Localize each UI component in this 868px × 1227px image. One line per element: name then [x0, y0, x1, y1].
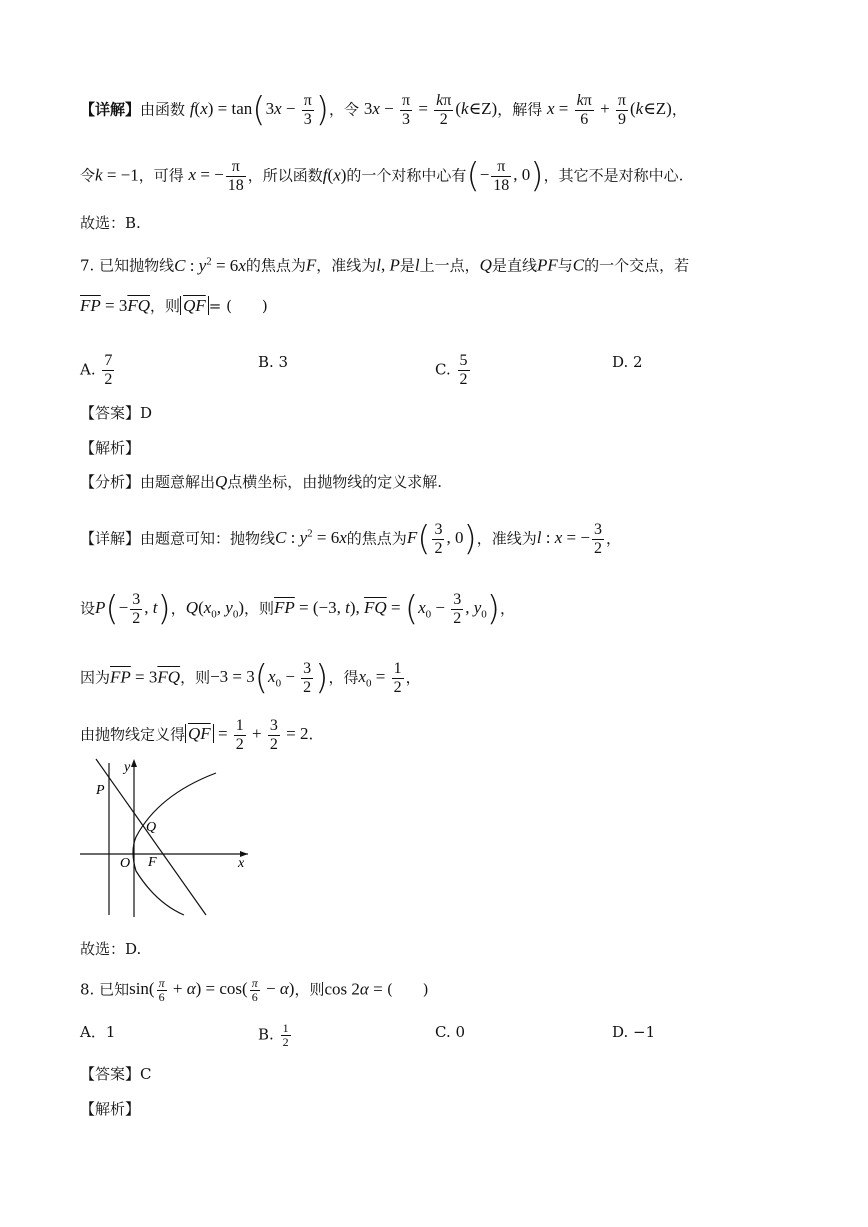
q7-stem-line-1: 7. 已知抛物线C : $y^2 = 6x$的焦点为F，准线为l, P是l上一点，Q是直线PF与C的一个交点，若: [80, 255, 690, 275]
formula-f-def: f(x) = tan(3x − $\frac{\pi}{3}$ ): [189, 90, 330, 131]
q6-detail-line-1: 【详解】由函数 f(x) = tan(3x − $\frac{\pi}{3}$ )，令 3x − $\frac{\pi}{3}$ = $\frac{k\pi}{2}$ (k∈Z)，解得 x = $\frac{k\pi}{6}$ + $\frac{\pi}{9}$ (k∈Z)，: [80, 90, 687, 131]
q8-option-d[interactable]: D. −1: [612, 1023, 656, 1041]
q7-answer: 【答案】D: [80, 404, 153, 422]
q7-detail-3: 因为$\overline{FP} = 3\overline{FQ}$，则$-3 = 3(x_0$ − $\frac{3}{2}$ )，得$x_0$ = $\frac{1}{2}$ ，: [80, 658, 421, 699]
q7-option-a[interactable]: A. $\frac{7}{2}$: [80, 352, 113, 388]
q7-choice: 故选：D.: [80, 940, 142, 958]
label-x: x: [238, 856, 245, 871]
label-y: y: [124, 760, 131, 775]
label-o: O: [120, 856, 131, 871]
label-p: P: [96, 783, 105, 798]
parabola-figure: [76, 755, 256, 925]
symmetry-center: (− $\frac{\pi}{18}$ , 0): [466, 156, 544, 197]
q7-option-c[interactable]: C. $\frac{5}{2}$: [435, 352, 468, 388]
q7-detail-1: 【详解】由题意可知：抛物线C : $y^2 = 6x$的焦点为F( $\frac{3}{2}$ , 0)，准线为l : x = − $\frac{3}{2}$ ，: [80, 519, 621, 560]
q7-detail-2: 设P(− $\frac{3}{2}$ , t)，$Q(x_0$, $y_0$)，则$\overline{FP} = (-3$, t), $\overline{FQ} = (x_0$ − $\frac{3}{2}$ , $y_0$)，: [80, 589, 516, 630]
q7-option-d[interactable]: D. 2: [612, 353, 643, 371]
label-f: F: [148, 855, 157, 870]
q8-answer: 【答案】C: [80, 1065, 152, 1083]
label-q: Q: [146, 820, 157, 835]
q6-choice: 故选：B.: [80, 214, 141, 232]
q7-option-b[interactable]: B. 3: [258, 353, 289, 371]
q7-detail-4: 由抛物线定义得 $\overline{QF}$ = $\frac{1}{2}$ + $\frac{3}{2}$ = 2.: [80, 717, 314, 753]
q8-option-c[interactable]: C. 0: [435, 1023, 466, 1041]
parabola-curve: [133, 773, 216, 915]
q7-stem-line-2: $\overline{FP} = 3\overline{FQ}$，则 $\overline{QF}$ = ( ): [80, 296, 268, 315]
q7-analysis-title: 【解析】: [80, 439, 141, 457]
q7-fenxi: 【分析】由题意解出Q点横坐标，由抛物线的定义求解.: [80, 472, 443, 491]
q8-option-b[interactable]: B. $\frac{1}{2}$: [258, 1021, 289, 1049]
q8-analysis-title: 【解析】: [80, 1100, 141, 1118]
q8-stem: 8. 已知sin( $\frac{\pi}{6}$ + α) = cos( $\frac{\pi}{6}$ − α)，则cos 2α = ( ): [80, 976, 429, 1004]
q6-detail-line-2: 令k = −1，可得 x = − $\frac{\pi}{18}$ ，所以函数f(x)的一个对称中心有(− $\frac{\pi}{18}$ , 0)，其它不是对称中心.: [80, 156, 684, 197]
y-axis-arrow: [131, 759, 137, 767]
detail-label: 【详解】: [80, 100, 141, 119]
formula-condition: 3x − $\frac{\pi}{3}$ = $\frac{k\pi}{2}$ (k∈Z): [363, 92, 498, 128]
q8-option-a[interactable]: A．1: [80, 1023, 116, 1041]
formula-solution: x = $\frac{k\pi}{6}$ + $\frac{\pi}{9}$ (k∈Z): [547, 92, 672, 128]
